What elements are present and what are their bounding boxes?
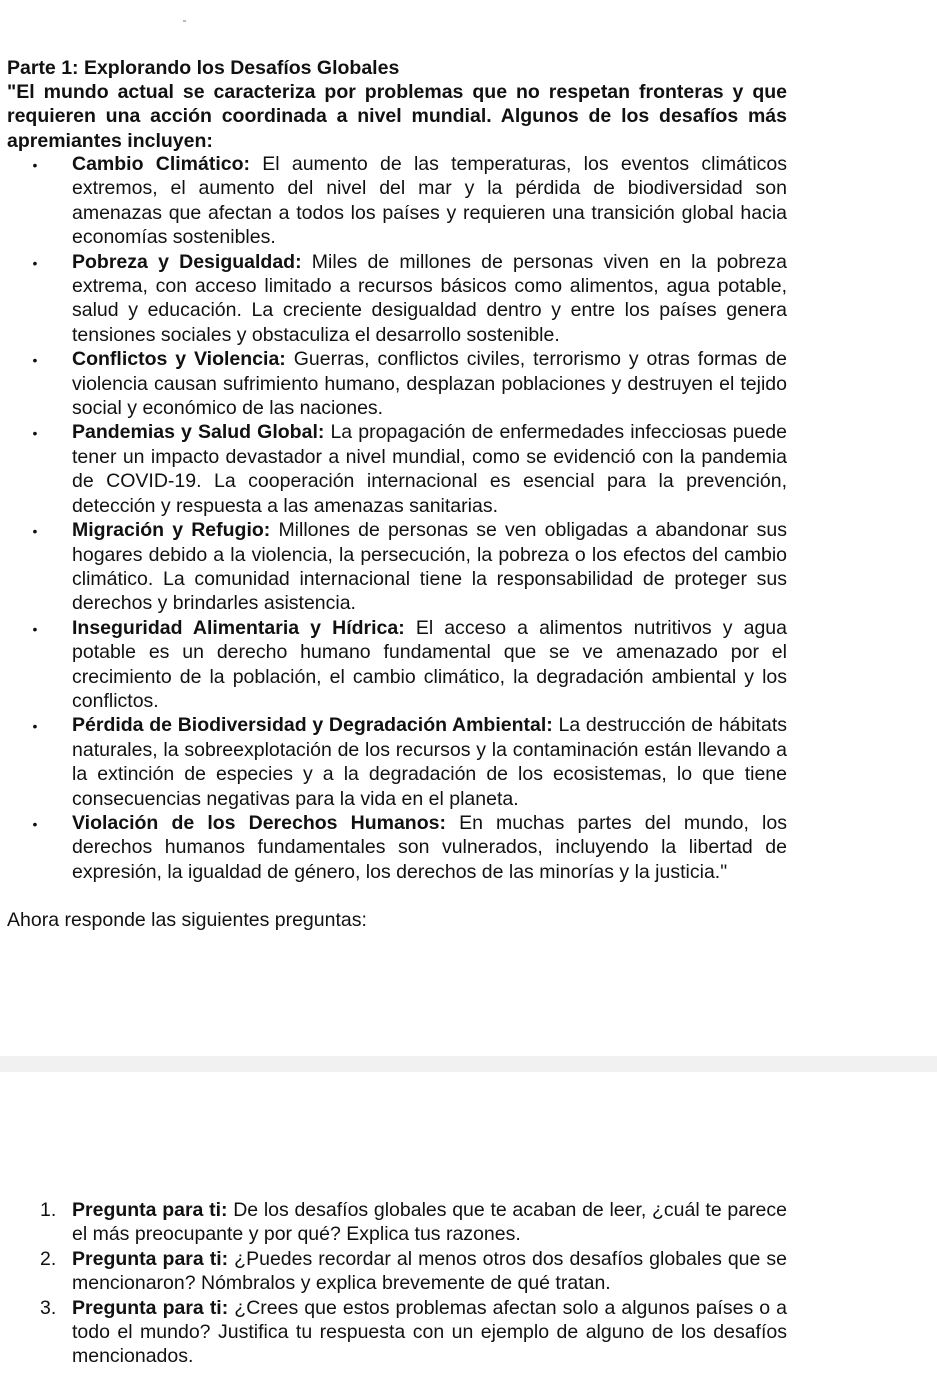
list-item: [30, 518, 787, 616]
section-title: Parte 1: Explorando los Desafíos Globales: [7, 57, 400, 79]
question-text: ¿Puedes recordar al menos otros dos desafíos globales que se mencionaron? Nómbralos y explica brevemente de qué tratan.: [72, 1247, 787, 1295]
challenge-text: La destrucción de hábitats naturales, la sobreexplotación de los recursos y la contaminación están llevando a la extinción de especies y a la degradación de los ecosistemas, lo que tiene consecuencias negativas para la vida en el planeta.: [72, 714, 787, 810]
question-number: 2.: [40, 1247, 57, 1270]
bullet-icon: [30, 518, 40, 543]
challenge-text: Miles de millones de personas viven en la pobreza extrema, con acceso limitado a recursos básicos como alimentos, agua potable, salud y educación. La creciente desigualdad dentro y entre los países genera tensiones sociales y obstaculiza el desarrollo sostenible.: [72, 250, 787, 346]
page-divider: [0, 1056, 937, 1072]
list-item: [30, 347, 787, 420]
question-text: De los desafíos globales que te acaban de leer, ¿cuál te parece el más preocupante y por qué? Explica tus razones.: [72, 1199, 787, 1246]
challenge-text: El aumento de las temperaturas, los eventos climáticos extremos, el aumento del nivel del mar y la pérdida de biodiversidad son amenazas que afectan a todos los países y requieren una transición global hacia economías sostenibles.: [72, 153, 788, 249]
challenge-term: Conflictos y Violencia:: [72, 348, 286, 371]
list-item: [30, 420, 787, 518]
bullet-icon: [30, 250, 40, 275]
bullet-icon: [30, 616, 40, 641]
bullet-icon: [30, 420, 40, 445]
challenge-text: Guerras, conflictos civiles, terrorismo y otras formas de violencia causan sufrimiento humano, desplazan poblaciones y destruyen el tejido social y económico de las naciones.: [72, 348, 787, 420]
challenge-term: Inseguridad Alimentaria y Hídrica:: [72, 616, 405, 639]
challenge-text: Millones de personas se ven obligadas a abandonar sus hogares debido a la violencia, la persecución, la pobreza o los efectos del cambio climático. La comunidad internacional tiene la responsabilidad de proteger sus derechos y brindarles asistencia.: [72, 519, 787, 615]
question-label: Pregunta para ti:: [72, 1296, 229, 1319]
challenge-term: Cambio Climático:: [72, 153, 251, 175]
challenge-term: Pandemias y Salud Global:: [72, 421, 325, 444]
bullet-icon: [30, 152, 40, 177]
bullet-icon: [30, 347, 40, 372]
challenge-term: Pobreza y Desigualdad:: [72, 250, 302, 273]
list-item: [30, 616, 787, 714]
question-label: Pregunta para ti:: [72, 1247, 229, 1270]
questions-prompt: Ahora responde las siguientes preguntas:: [7, 909, 367, 931]
challenge-term: Violación de los Derechos Humanos:: [72, 811, 446, 834]
question-number: 3.: [40, 1296, 57, 1319]
challenge-text: La propagación de enfermedades infecciosas puede tener un impacto devastador a nivel mundial, como se evidenció con la pandemia de COVID-19. La cooperación internacional es esencial para la prevención, detección y respuesta a las amenazas sanitarias.: [72, 421, 787, 517]
list-item: [30, 811, 787, 884]
list-item: [30, 250, 787, 348]
list-item: [30, 152, 787, 250]
bullet-icon: [30, 811, 40, 836]
challenge-text: En muchas partes del mundo, los derechos humanos fundamentales son vulnerados, incluyendo la libertad de expresión, la igualdad de género, los derechos de las minorías y la justicia.": [72, 811, 787, 883]
question-item: [36, 1247, 787, 1296]
challenge-term: Migración y Refugio:: [72, 519, 271, 542]
challenge-text: El acceso a alimentos nutritivos y agua potable es un derecho humano fundamental que se ve amenazado por el crecimiento de la población, el cambio climático, la degradación ambiental y los conflictos.: [72, 616, 787, 712]
question-text: ¿Crees que estos problemas afectan solo a algunos países o a todo el mundo? Justifica tu respuesta con un ejemplo de alguno de los desafíos mencionados.: [72, 1296, 787, 1368]
challenge-term: Pérdida de Biodiversidad y Degradación Ambiental:: [72, 714, 553, 737]
list-item: [30, 713, 787, 811]
challenges-list: [30, 152, 787, 884]
intro-paragraph: "El mundo actual se caracteriza por problemas que no respetan fronteras y que requieren una acción coordinada a nivel mundial. Algunos de los desafíos más apremiantes incluyen:: [7, 81, 787, 152]
bullet-icon: [30, 713, 40, 738]
question-number: 1.: [40, 1199, 57, 1221]
question-item: [36, 1198, 787, 1247]
question-label: Pregunta para ti:: [72, 1199, 228, 1221]
scan-speck: [183, 20, 186, 22]
questions-list: [36, 1198, 787, 1369]
question-item: [36, 1296, 787, 1369]
